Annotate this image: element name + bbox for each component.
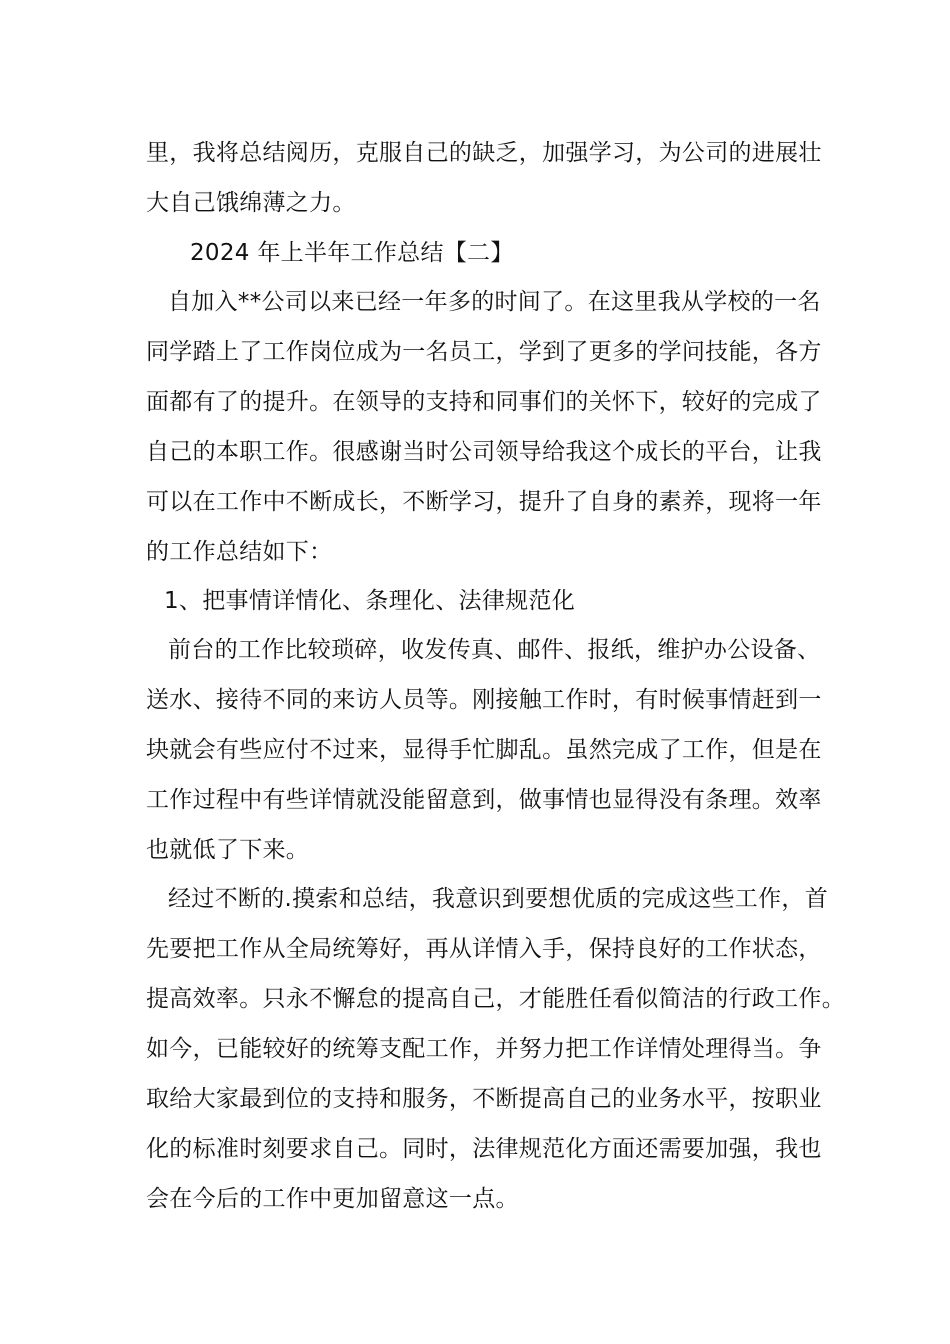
paragraph-line: 送水、接待不同的来访人员等。刚接触工作时，有时候事情赶到一 xyxy=(146,687,822,713)
paragraph-line: 的工作总结如下： xyxy=(146,539,333,565)
paragraph-line: 化的标准时刻要求自己。同时，法律规范化方面还需要加强，我也 xyxy=(146,1136,822,1162)
subheading: 1、把事情详情化、条理化、法律规范化 xyxy=(164,588,576,614)
paragraph-line: 提高效率。只永不懈怠的提高自己，才能胜任看似简洁的行政工作。 xyxy=(146,986,845,1012)
paragraph-line: 也就低了下来。 xyxy=(146,837,310,863)
paragraph-line: 会在今后的工作中更加留意这一点。 xyxy=(146,1186,519,1212)
paragraph-line: 前台的工作比较琐碎，收发传真、邮件、报纸，维护办公设备、 xyxy=(168,637,821,663)
paragraph-line: 里，我将总结阅历，克服自己的缺乏，加强学习，为公司的进展壮 xyxy=(146,140,822,166)
paragraph-line: 自加入**公司以来已经一年多的时间了。在这里我从学校的一名 xyxy=(168,289,821,315)
paragraph-line: 块就会有些应付不过来，显得手忙脚乱。虽然完成了工作，但是在 xyxy=(146,737,822,763)
paragraph-line: 自己的本职工作。很感谢当时公司领导给我这个成长的平台，让我 xyxy=(146,439,822,465)
paragraph-line: 工作过程中有些详情就没能留意到，做事情也显得没有条理。效率 xyxy=(146,787,822,813)
paragraph-line: 如今，已能较好的统筹支配工作，并努力把工作详情处理得当。争 xyxy=(146,1036,822,1062)
paragraph-line: 取给大家最到位的支持和服务，不断提高自己的业务水平，按职业 xyxy=(146,1086,822,1112)
paragraph-line: 同学踏上了工作岗位成为一名员工，学到了更多的学问技能，各方 xyxy=(146,339,822,365)
paragraph-line: 经过不断的.摸索和总结，我意识到要想优质的完成这些工作，首 xyxy=(168,886,829,912)
section-heading: 2024 年上半年工作总结【二】 xyxy=(190,240,514,266)
paragraph-line: 先要把工作从全局统筹好，再从详情入手，保持良好的工作状态， xyxy=(146,936,822,962)
paragraph-line: 面都有了的提升。在领导的支持和同事们的关怀下，较好的完成了 xyxy=(146,389,822,415)
paragraph-line: 大自己饿绵薄之力。 xyxy=(146,190,356,216)
paragraph-line: 可以在工作中不断成长，不断学习，提升了自身的素养，现将一年 xyxy=(146,489,822,515)
